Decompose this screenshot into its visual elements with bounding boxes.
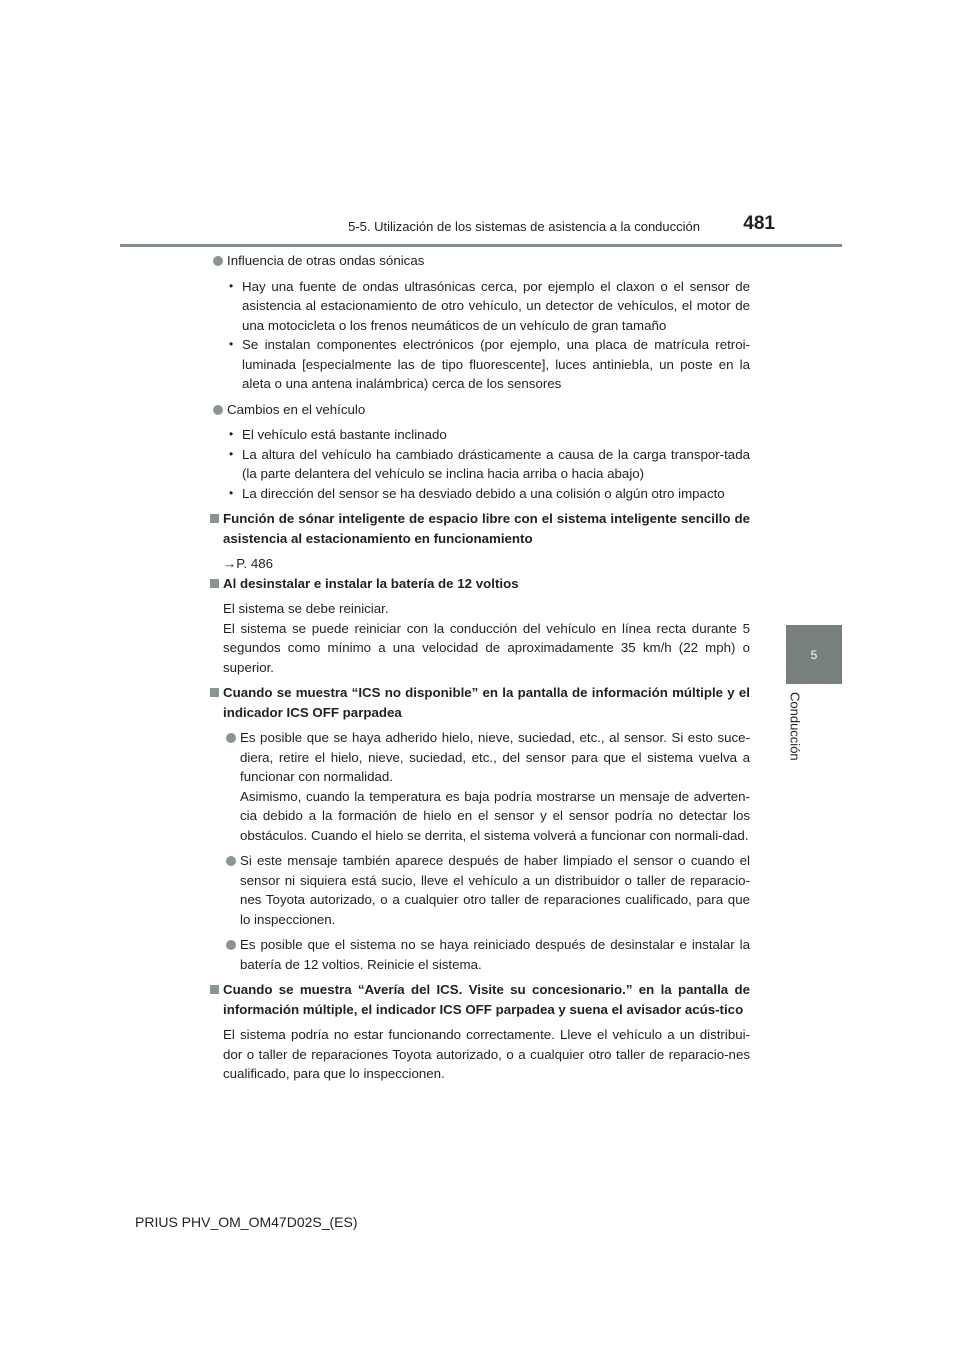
section-title: Cuando se muestra “ICS no disponible” en la pantalla de información múltiple y el indicador ICS OFF parpadea: [223, 685, 750, 720]
list-item: • El vehículo está bastante inclinado: [210, 425, 750, 445]
page-content: [210, 251, 750, 1084]
header-divider: [120, 244, 842, 247]
paragraph: Si este mensaje también aparece después de haber limpiado el sensor o cuando el sensor ni siquiera está sucio, lleve el vehículo a un distribuidor o taller de reparacio-nes Toyota autorizado, o a cualquier otro taller de reparaciones cualificado, para que lo inspeccionen.: [240, 853, 750, 927]
paragraph: Es posible que el sistema no se haya reiniciado después de desinstalar e instalar la batería de 12 voltios. Reinicie el sistema.: [240, 937, 750, 972]
section-heading: [210, 683, 750, 722]
page-reference-link[interactable]: →P. 486: [223, 556, 274, 571]
circle-bullet-icon: [226, 733, 236, 743]
circle-bullet-icon: [213, 256, 223, 266]
section-title: Función de sónar inteligente de espacio libre con el sistema inteligente sencillo de asistencia al estacionamiento en funcionamiento: [223, 511, 750, 546]
sub-list: [210, 425, 750, 503]
section-title: Al desinstalar e instalar la batería de 12 voltios: [223, 575, 519, 591]
square-bullet-icon: [210, 688, 219, 697]
circle-bullet-icon: [226, 940, 236, 950]
square-bullet-icon: [210, 579, 219, 588]
chapter-label: [783, 692, 807, 772]
page-number: 481: [743, 213, 775, 234]
section-title: Cuando se muestra “Avería del ICS. Visite su concesionario.” en la pantalla de información múltiple, el indicador ICS OFF parpadea y suena el avisador acús-tico: [223, 982, 750, 1017]
section-heading: [210, 574, 750, 594]
indented-bullet: [210, 728, 750, 845]
list-item: • La altura del vehículo ha cambiado drásticamente a causa de la carga transpor-tada (la parte delantera del vehículo se inclina hacia arriba o hacia abajo): [210, 445, 750, 484]
circle-bullet-icon: [226, 856, 236, 866]
paragraph: El sistema se debe reiniciar.: [223, 601, 389, 616]
paragraph: Asimismo, cuando la temperatura es baja podría mostrarse un mensaje de adverten-cia debido a la formación de hielo en el sensor y el sensor podría no detectar los obstáculos. Cuando el hielo se derrita, el sistema volverá a funcionar con normali-dad.: [240, 788, 750, 843]
chapter-number: 5: [810, 647, 818, 662]
paragraph: Es posible que se haya adherido hielo, nieve, suciedad, etc., al sensor. Si esto suce-diera, retire el hielo, nieve, suciedad, etc., del sensor para que el sistema vuelva a funcionar con normalidad.: [240, 730, 750, 784]
list-item: • La dirección del sensor se ha desviado debido a una colisión o algún otro impacto: [210, 484, 750, 504]
list-item: • Se instalan componentes electrónicos (por ejemplo, una placa de matrícula retroi-luminada [especialmente las de tipo fluorescente], luces antiniebla, un poste en la aleta o una antena inalámbrica) cerca de los sensores: [210, 335, 750, 394]
bullet-heading: [210, 400, 750, 420]
bullet-title: Influencia de otras ondas sónicas: [227, 253, 425, 268]
bullet-title: Cambios en el vehículo: [227, 401, 366, 417]
circle-bullet-icon: [213, 405, 223, 415]
bullet-heading: [210, 251, 750, 271]
indented-bullet: [210, 851, 750, 929]
document-id: PRIUS PHV_OM_OM47D02S_(ES): [135, 1214, 358, 1230]
chapter-label-text: Conducción: [787, 692, 803, 761]
indented-bullet: [210, 935, 750, 974]
section-title: 5-5. Utilización de los sistemas de asistencia a la conducción: [348, 219, 700, 234]
square-bullet-icon: [210, 985, 219, 994]
paragraph: El sistema podría no estar funcionando correctamente. Lleve el vehículo a un distribui-dor o taller de reparaciones Toyota autorizado, o a cualquier otro taller de reparacio-nes cualificado, para que lo inspeccionen.: [223, 1027, 750, 1081]
sub-list: [210, 277, 750, 394]
square-bullet-icon: [210, 514, 219, 523]
section-body: [210, 599, 750, 677]
chapter-tab[interactable]: [786, 625, 842, 684]
paragraph: El sistema se puede reiniciar con la conducción del vehículo en línea recta durante 5 segundos como mínimo a una velocidad de aproximadamente 35 km/h (22 mph) o superior.: [223, 620, 750, 675]
section-heading: [210, 980, 750, 1019]
section-heading: [210, 509, 750, 548]
list-item: • Hay una fuente de ondas ultrasónicas cerca, por ejemplo el claxon o el sensor de asistencia al estacionamiento de otro vehículo, un detector de vehículos, el motor de una motocicleta o los frenos neumáticos de un vehículo de gran tamaño: [210, 277, 750, 336]
